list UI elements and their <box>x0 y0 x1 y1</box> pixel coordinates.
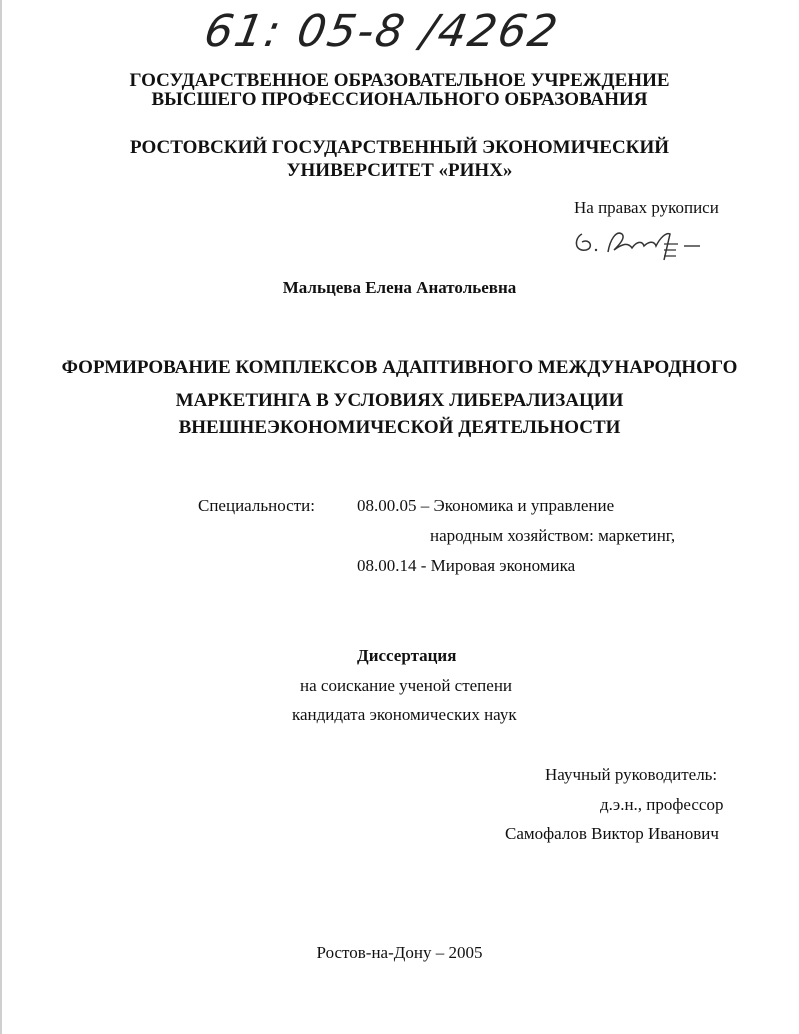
handwritten-archive-number: 61: 05-8 /4262 <box>200 6 563 57</box>
title-line-1: ФОРМИРОВАНИЕ КОМПЛЕКСОВ АДАПТИВНОГО МЕЖДУНАРОДНОГО <box>61 357 738 378</box>
author-name: Мальцева Елена Анатольевна <box>282 278 517 297</box>
dissertation-line-1: на соискание ученой степени <box>300 676 513 695</box>
university-line-2: УНИВЕРСИТЕТ «РИНХ» <box>286 160 513 181</box>
supervisor-name: Самофалов Виктор Иванович <box>505 824 719 843</box>
supervisor-degree: д.э.н., профессор <box>600 795 724 814</box>
signature <box>572 224 712 264</box>
institution-line-2: ВЫСШЕГО ПРОФЕССИОНАЛЬНОГО ОБРАЗОВАНИЯ <box>151 89 648 110</box>
institution-line-1: ГОСУДАРСТВЕННОЕ ОБРАЗОВАТЕЛЬНОЕ УЧРЕЖДЕНИЕ <box>129 70 670 91</box>
specialty-1-line-2: народным хозяйством: маркетинг, <box>430 526 676 545</box>
dissertation-line-2: кандидата экономических наук <box>292 705 517 724</box>
supervisor-label: Научный руководитель: <box>545 765 718 784</box>
dissertation-heading: Диссертация <box>357 646 457 665</box>
specialty-1-line-1: 08.00.05 – Экономика и управление <box>357 496 615 515</box>
place-year: Ростов-на-Дону – 2005 <box>316 943 483 962</box>
title-line-3: ВНЕШНЕЭКОНОМИЧЕСКОЙ ДЕЯТЕЛЬНОСТИ <box>178 417 621 438</box>
university-line-1: РОСТОВСКИЙ ГОСУДАРСТВЕННЫЙ ЭКОНОМИЧЕСКИЙ <box>129 137 670 158</box>
title-line-2: МАРКЕТИНГА В УСЛОВИЯХ ЛИБЕРАЛИЗАЦИИ <box>175 390 624 411</box>
manuscript-note: На правах рукописи <box>574 198 719 217</box>
specialty-2: 08.00.14 - Мировая экономика <box>357 556 576 575</box>
specialties-label: Специальности: <box>198 496 315 515</box>
